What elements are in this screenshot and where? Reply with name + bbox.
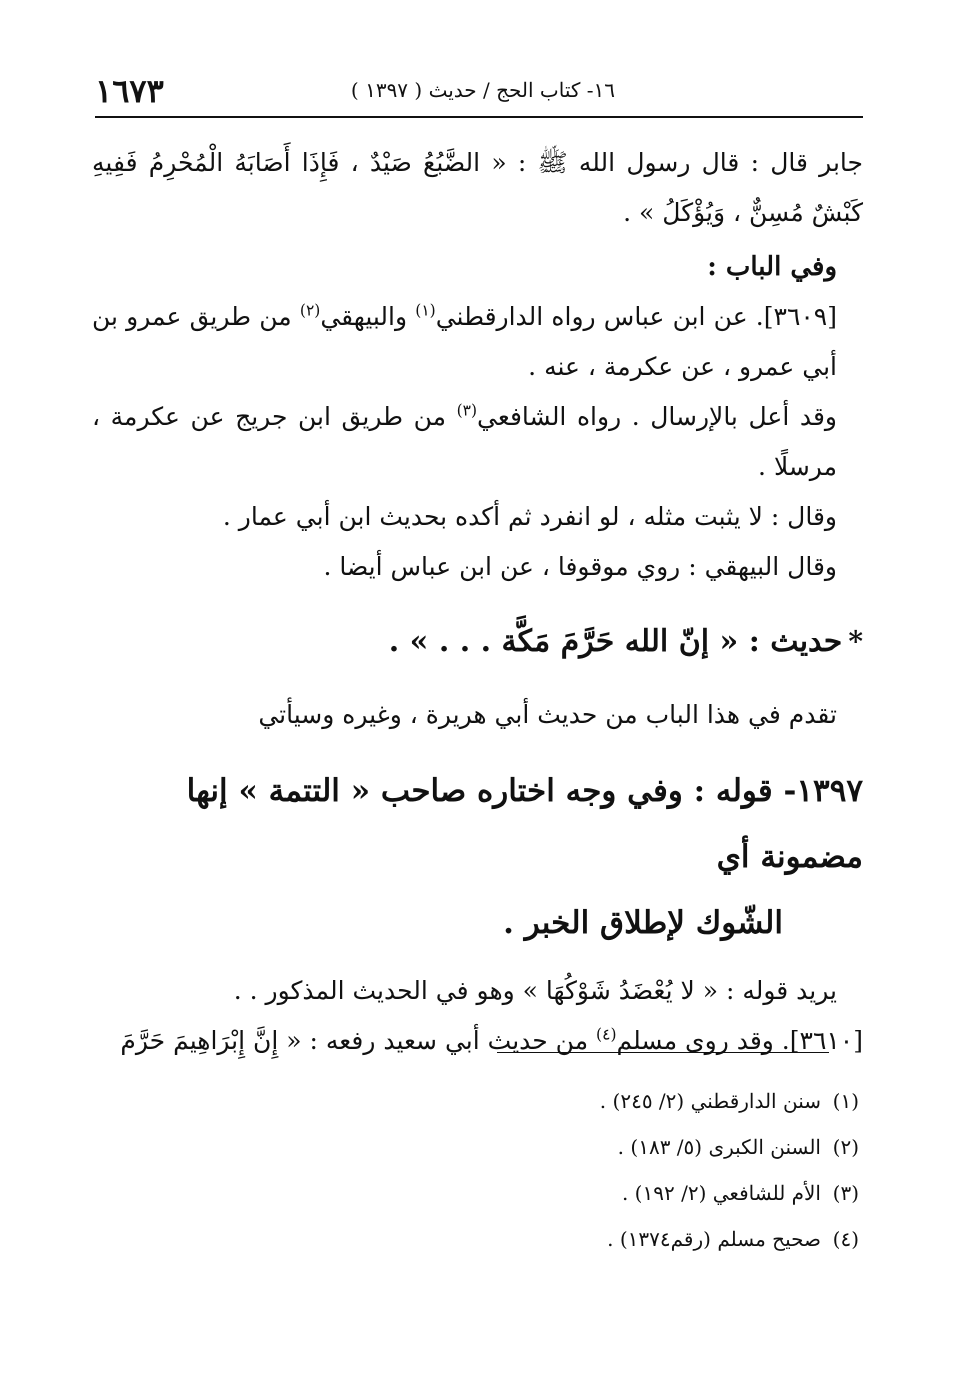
footnote-text: السنن الكبرى (٥/ ١٨٣) . [617, 1135, 821, 1159]
running-title: ١٦- كتاب الحج / حديث ( ١٣٩٧ ) [350, 78, 615, 102]
page-header [95, 70, 863, 118]
section-heading-line1: ١٣٩٧- قوله : وفي وجه اختاره صاحب « التتمة » إنها مضمونة أي [186, 773, 863, 875]
footnotes [259, 1078, 859, 1262]
narration-3610 [92, 1016, 863, 1066]
narration-text: من طريق عمرو بن أبي عمرو ، عن عكرمة ، عنه . [92, 302, 837, 381]
footnote-divider [497, 1052, 829, 1053]
footnote-ref[interactable]: (٣) [456, 401, 478, 420]
commentary-paragraph [92, 392, 863, 492]
page-number: ١٦٧٣ [95, 72, 164, 110]
footnote-number: (٣) [832, 1181, 859, 1205]
footnote-ref[interactable]: (٤) [596, 1025, 617, 1044]
commentary-text: من طريق ابن جريج عن عكرمة ، مرسلًا . [92, 402, 837, 481]
commentary-text: وقد أعل بالإرسال . رواه الشافعي [477, 402, 837, 431]
section-heading [92, 758, 863, 956]
commentary-paragraph: وقال : لا يثبت مثله ، لو انفرد ثم أكده بحديث ابن أبي عمار . [222, 502, 837, 531]
footnote-item [259, 1124, 859, 1170]
hadith-heading-text: حديث : « إنّ الله حَرَّمَ مَكَّة . . . » . [388, 624, 843, 659]
footnote-number: (٢) [832, 1135, 859, 1159]
commentary-paragraph: تقدم في هذا الباب من حديث أبي هريرة ، وغيره وسيأتي [258, 700, 837, 729]
narration-text: من حديث أبي سعيد رفعه : « إِنَّ إِبْرَاهِيمَ حَرَّمَ [120, 1026, 597, 1055]
footnote-item [259, 1078, 859, 1124]
narration-3609 [92, 292, 863, 392]
commentary-paragraph: يريد قوله : « لا يُعْضَدُ شَوْكُهَا » وهو في الحديث المذكور . . [233, 976, 837, 1005]
footnote-text: سنن الدارقطني (٢/ ٢٤٥) . [599, 1089, 821, 1113]
sub-heading: وفي الباب : [707, 252, 837, 282]
footnote-text: صحيح مسلم (رقم١٣٧٤) . [607, 1227, 821, 1251]
hadith-heading [92, 614, 863, 670]
commentary-paragraph: وقال البيهقي : روي موقوفا ، عن ابن عباس أيضا . [323, 552, 837, 581]
footnote-number: (٤) [832, 1227, 859, 1251]
page-body [92, 138, 863, 1066]
footnote-ref[interactable]: (١) [415, 301, 436, 320]
footnote-number: (١) [832, 1089, 859, 1113]
narration-text: [٣٦٠٩]. عن ابن عباس رواه الدارقطني [435, 302, 837, 331]
footnote-item [259, 1216, 859, 1262]
footnote-ref[interactable]: (٢) [299, 301, 321, 320]
narration-text: والبيهقي [320, 302, 416, 331]
narration-text: [٣٦١٠]. وقد روى مسلم [616, 1026, 863, 1055]
footnote-text: الأم للشافعي (٢/ ١٩٢) . [621, 1181, 821, 1205]
asterisk-marker: * [848, 625, 863, 658]
section-heading-line2: الشّوك لإطلاق الخبر . [503, 905, 783, 941]
hadith-text-paragraph: جابر قال : قال رسول الله ﷺ : « الضَّبُعُ صَيْدٌ ، فَإِذَا أَصَابَهُ الْمُحْرِمُ فَفِيهِ كَبْشٌ مُسِنٌّ ، وَيُؤْكَلُ » . [92, 148, 863, 227]
footnote-item [259, 1170, 859, 1216]
